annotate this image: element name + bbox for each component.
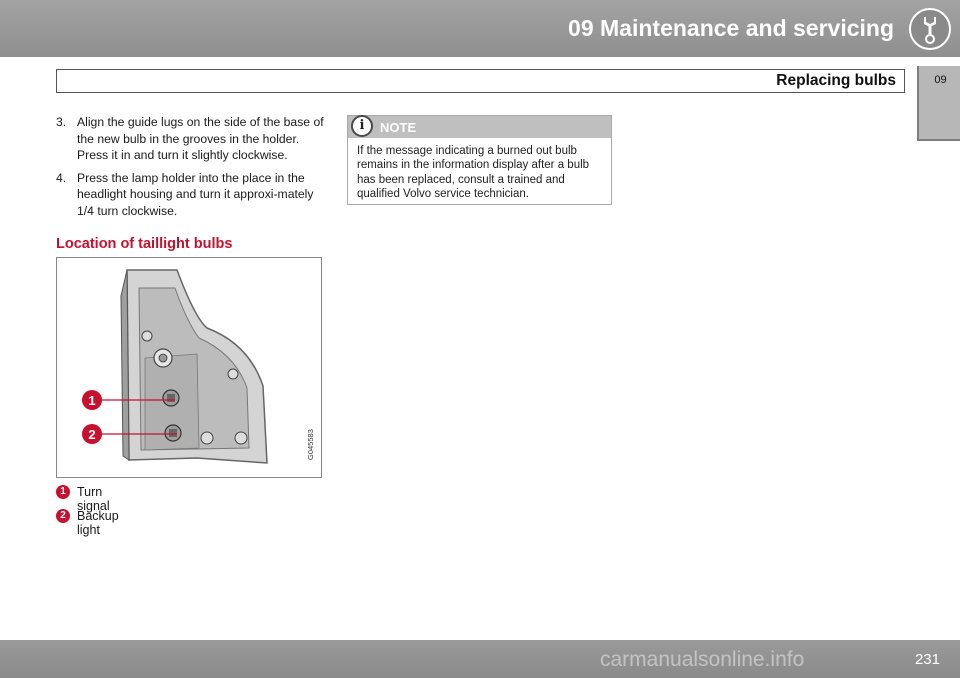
figure-code: G045583: [306, 429, 315, 460]
legend-badge: 2: [56, 509, 70, 523]
section-title: Replacing bulbs: [776, 72, 896, 89]
step-item: [52, 170, 327, 220]
note-label: NOTE: [380, 120, 417, 135]
chapter-tab: [917, 66, 960, 141]
taillight-drawing: [57, 258, 321, 477]
chapter-tab-label: 09: [934, 74, 947, 86]
wrench-icon: [909, 8, 951, 50]
note-header: [348, 116, 611, 138]
legend-label: Turn signal: [77, 485, 110, 513]
callout-label: 2: [88, 427, 96, 442]
callout-label: 1: [88, 393, 96, 408]
info-icon: i: [351, 115, 373, 137]
step-text: Align the guide lugs on the side of the base of the new bulb in the grooves in the holder. Press it in and turn it slightly clockwise.: [77, 115, 324, 163]
taillight-illustration: [56, 257, 322, 478]
watermark: carmanualsonline.info: [600, 648, 805, 671]
footer-bar: [0, 640, 960, 678]
step-text: Press the lamp holder into the place in the headlight housing and turn it approxi-mately 1/4 turn clockwise.: [77, 170, 314, 218]
note-box: [347, 115, 612, 205]
chapter-title: 09 Maintenance and servicing: [568, 15, 894, 41]
section-heading: Location of taillight bulbs: [56, 236, 233, 252]
note-text: If the message indicating a burned out bulb remains in the information display after a bulb has been replaced, consult a trained and qualified Volvo service technician.: [357, 145, 590, 200]
legend-badge: 1: [56, 485, 70, 499]
chapter-header-bar: [0, 0, 960, 57]
step-number: 4.: [56, 170, 67, 185]
legend-label: Backup light: [77, 509, 119, 537]
page-number: 231: [914, 651, 940, 668]
step-number: 3.: [56, 115, 67, 129]
step-item: [52, 114, 327, 164]
section-title-box: [56, 69, 905, 93]
instruction-steps: [52, 114, 327, 226]
